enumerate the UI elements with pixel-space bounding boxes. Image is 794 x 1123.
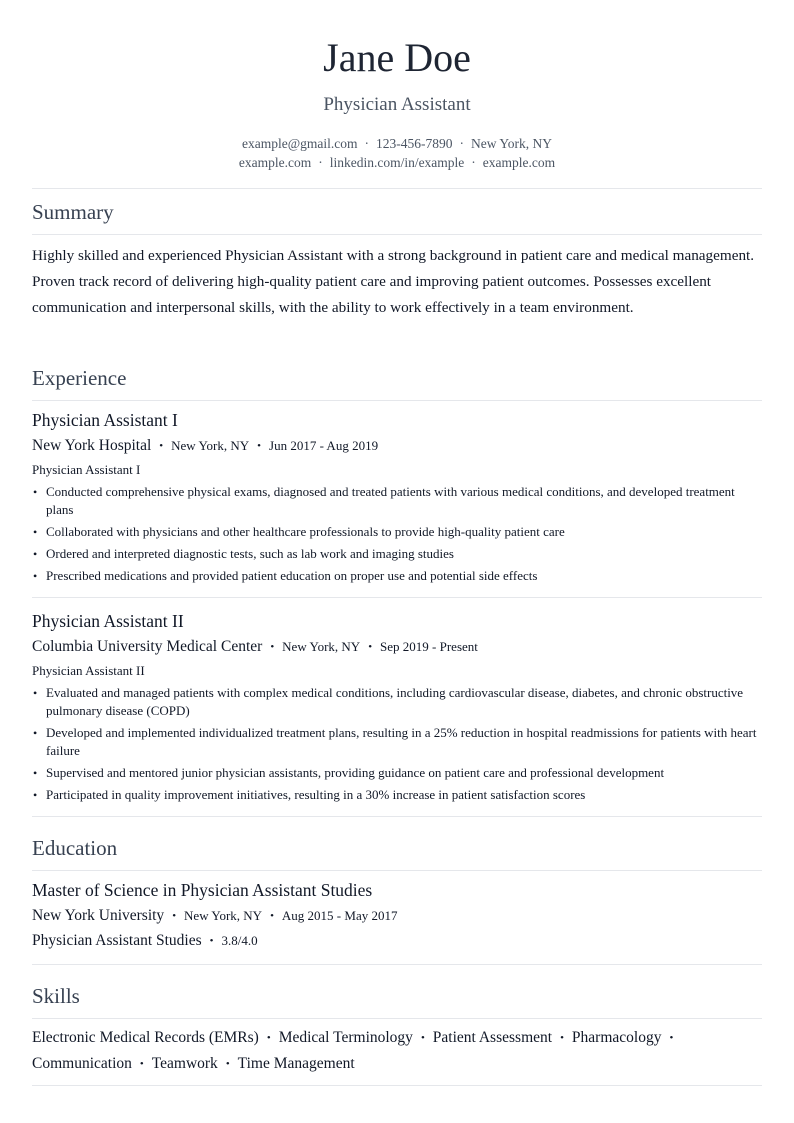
skill-item: Pharmacology (571, 1029, 662, 1046)
bullet-separator: • (560, 1032, 564, 1044)
experience-heading: Experience (32, 366, 127, 390)
skill-item: Patient Assessment (432, 1029, 553, 1046)
job-role: Physician Assistant II (32, 663, 145, 678)
list-item: • Conducted comprehensive physical exams, diagnosed and treated patients with various medical conditions, and developed treatment plans (33, 484, 735, 517)
skills-list (32, 1025, 762, 1077)
bullet-separator: • (159, 440, 164, 452)
job-location: New York, NY (282, 639, 361, 654)
bullet-separator: • (669, 1032, 674, 1044)
bullet-separator: • (420, 1032, 425, 1044)
divider (32, 816, 762, 817)
divider (32, 870, 762, 871)
job-organization: New York Hospital (32, 437, 152, 454)
job-organization: Columbia University Medical Center (32, 638, 263, 655)
candidate-name: Jane Doe (323, 35, 471, 80)
summary-text: Highly skilled and experienced Physician Assistant with a strong background in patient care and medical management. Proven track record of delivering high-quality patient care and improving patient outcomes. Possesses excellent communication and interpersonal skills, with the ability to work effectively in a team environment. (32, 247, 755, 316)
summary-heading: Summary (32, 200, 114, 224)
website-link[interactable]: example.com (238, 155, 312, 170)
job-location: New York, NY (171, 438, 250, 453)
job-meta (32, 436, 378, 456)
job-title: Physician Assistant I (32, 410, 178, 430)
linkedin-link[interactable]: linkedin.com/in/example (329, 155, 465, 170)
separator: · (364, 136, 369, 151)
list-item: • Supervised and mentored junior physician assistants, providing guidance on patient care and professional development (33, 765, 665, 780)
list-item: • Participated in quality improvement initiatives, resulting in a 30% increase in patient satisfaction scores (33, 787, 586, 802)
skill-item: Time Management (237, 1055, 355, 1072)
list-item: • Developed and implemented individualized treatment plans, resulting in a 25% reduction in hospital readmissions for patients with heart failure (33, 725, 757, 758)
list-item: • Evaluated and managed patients with complex medical conditions, including cardiovascular disease, diabetes, and chronic obstructive pulmonary disease (COPD) (33, 685, 744, 718)
job-meta (32, 637, 478, 657)
field-of-study: Physician Assistant Studies (32, 932, 202, 949)
skill-item: Electronic Medical Records (EMRs) (32, 1029, 259, 1046)
bullet-icon: • (33, 525, 38, 539)
divider (32, 964, 762, 965)
bullet-separator: • (368, 641, 373, 653)
email-link[interactable]: example@gmail.com (241, 136, 358, 151)
candidate-title: Physician Assistant (323, 94, 471, 115)
school-location: New York, NY (184, 908, 263, 923)
contact-line-2 (32, 154, 762, 172)
skill-item: Communication (32, 1055, 132, 1072)
education-heading: Education (32, 836, 118, 860)
bullet-icon: • (33, 788, 38, 802)
bullet-icon: • (33, 686, 38, 700)
job-bullets (32, 483, 762, 589)
skill-item: Medical Terminology (278, 1029, 413, 1046)
contact-line-1 (32, 135, 762, 153)
bullet-icon: • (33, 569, 38, 583)
bullet-icon: • (33, 726, 38, 740)
gpa: 3.8/4.0 (221, 933, 258, 948)
bullet-separator: • (172, 910, 177, 922)
skill-item: Teamwork (151, 1055, 218, 1072)
divider (32, 400, 762, 401)
bullet-separator: • (270, 910, 274, 922)
divider (32, 1085, 762, 1086)
bullet-separator: • (266, 1032, 271, 1044)
list-item: • Collaborated with physicians and other healthcare professionals to provide high-quality patient care (33, 524, 565, 539)
divider (32, 597, 762, 598)
bullet-icon: • (33, 766, 38, 780)
list-item: • Prescribed medications and provided patient education on proper use and potential side effects (33, 568, 538, 583)
website-link-2[interactable]: example.com (482, 155, 556, 170)
bullet-separator: • (257, 440, 262, 452)
bullet-separator: • (270, 641, 275, 653)
bullet-separator: • (209, 935, 214, 947)
education-field-meta (32, 931, 258, 951)
skills-heading: Skills (32, 984, 80, 1008)
bullet-separator: • (225, 1058, 230, 1070)
job-role: Physician Assistant I (32, 462, 141, 477)
separator: · (318, 155, 323, 170)
phone-number[interactable]: 123-456-7890 (376, 136, 453, 151)
divider (32, 234, 762, 235)
separator: · (459, 136, 464, 151)
degree-title: Master of Science in Physician Assistant Studies (32, 880, 373, 900)
job-title: Physician Assistant II (32, 611, 184, 631)
bullet-icon: • (33, 547, 38, 561)
list-item: • Ordered and interpreted diagnostic tests, such as lab work and imaging studies (33, 546, 454, 561)
location: New York, NY (471, 136, 553, 151)
school-name: New York University (32, 907, 165, 924)
education-dates: Aug 2015 - May 2017 (281, 908, 398, 923)
job-dates: Jun 2017 - Aug 2019 (269, 438, 379, 453)
divider (32, 1018, 762, 1019)
bullet-icon: • (33, 485, 38, 499)
bullet-separator: • (139, 1058, 144, 1070)
separator: · (471, 155, 476, 170)
divider (32, 188, 762, 189)
job-bullets (32, 684, 762, 808)
job-dates: Sep 2019 - Present (380, 639, 478, 654)
education-meta (32, 906, 397, 926)
